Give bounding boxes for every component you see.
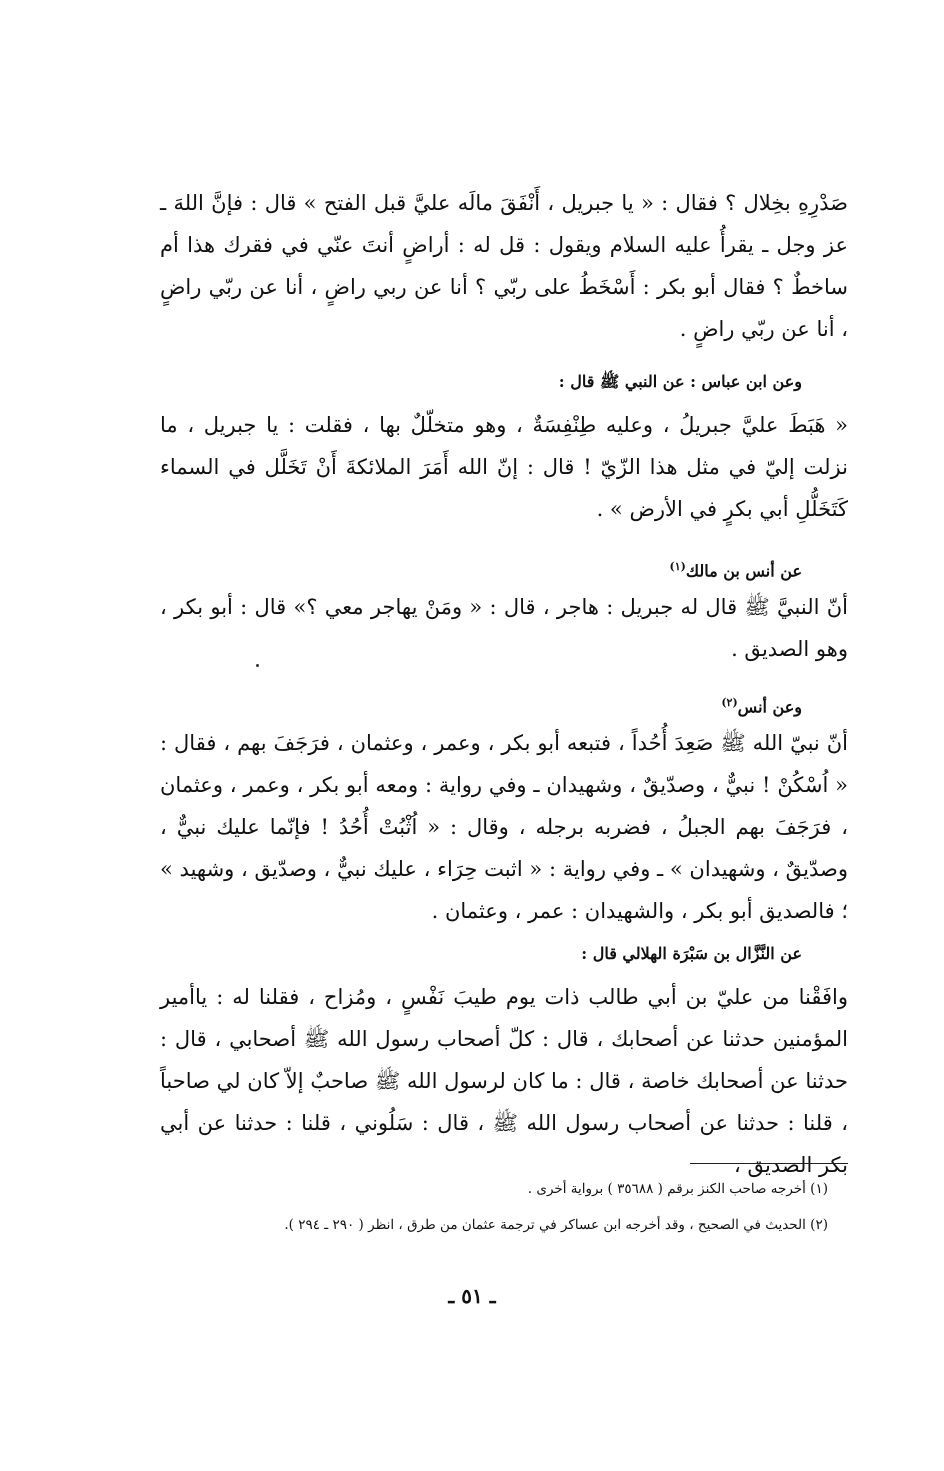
paragraph-text: أنّ النبيَّ ﷺ قال له جبريل : هاجر ، قال : « ومَنْ يهاجر معي ؟» قال : أبو بكر ، وهو الصديق . [160,595,848,661]
paragraph-ali-companions [160,976,848,1186]
print-speck [256,664,259,667]
heading-text: وعن أنس [737,697,802,717]
paragraph-text: وافَقْنا من عليّ بن أبي طالب ذات يوم طيبَ نَفْسٍ ، ومُزاح ، فقلنا له : ياأمير المؤمنين حدثنا عن أصحابك ، قال : كلّ أصحاب رسول الله ﷺ أصحابي ، قال : حدثنا عن أصحابك خاصة ، قال : ما كان لرسول الله ﷺ صاحبٌ إلاّ كان لي صاحباً ، قلنا : حدثنا عن أصحاب رسول الله ﷺ ، قال : سَلُوني ، قلنا : حدثنا عن أبي بكر الصديق ، [160,985,848,1177]
heading-text: عن أنس بن مالك [685,561,802,581]
paragraph-jibril-descended [160,404,848,530]
paragraph-text: « هَبَطَ عليَّ جبريلُ ، وعليه طِنْفِسَةٌ ، وهو متخلّلٌ بها ، فقلت : يا جبريل ، ما نزلت إليّ في مثل هذا الزّيّ ! قال : إنّ الله أَمَرَ الملائكةَ أَنْ تَخَلَّل في السماء كَتَخَلُّلِ أبي بكرٍ في الأرض » . [160,413,848,521]
paragraph-hadith-abu-bakr-ending [160,182,848,350]
section-heading [160,553,848,585]
footnote-1: (١) أخرجه صاحب الكنز برقم ( ٣٥٦٨٨ ) برواية أخرى . [527,1181,828,1197]
heading-anas-ibn-malik [160,553,848,585]
page-number: ـ ٥١ ـ [448,1284,496,1308]
heading-nazzal-ibn-sabra [160,940,848,968]
paragraph-text: أنّ نبيّ الله ﷺ صَعِدَ أُحُداً ، فتبعه أبو بكر ، وعمر ، وعثمان ، فرَجَفَ بهم ، فقال : « اُسْكُنْ ! نبيٌّ ، وصدّيقٌ ، وشهيدان ـ وفي رواية : ومعه أبو بكر ، وعمر ، وعثمان ، فرَجَفَ بهم الجبلُ ، فضربه برجله ، وقال : « اُثْبُتْ أُحُدُ ! فإنّما عليك نبيٌّ ، وصدّيقٌ ، وشهيدان » ـ وفي رواية : « اثبت حِرَاء ، عليك نبيٌّ ، وصدّيق ، وشهيد » ؛ فالصديق أبو بكر ، والشهيدان : عمر ، وعثمان . [160,731,848,923]
heading-ibn-abbas [160,368,848,396]
section-heading: عن النَّزَّال بن سَبْرَة الهلالي قال : [581,944,802,963]
paragraph-mount-uhud [160,722,848,932]
paragraph-text: صَدْرِهِ بخِلال ؟ فقال : « يا جبريل ، أَنْفَقَ مالَه عليَّ قبل الفتح » قال : فإنَّ اللهَ ـ عز وجل ـ يقرأُ عليه السلام ويقول : قل له : أراضٍ أنتَ عنّي في فقرك هذا أم ساخطٌ ؟ فقال أبو بكر : أَسْخَطُ على ربّي ؟ أنا عن ربي راضٍ ، أنا عن ربّي راضٍ ، أنا عن ربّي راضٍ . [160,191,848,341]
heading-anas [160,689,848,721]
footnote-ref-1: (١) [669,560,686,573]
footnote-ref-2: (٢) [721,696,738,709]
footnote-2: (٢) الحديث في الصحيح ، وقد أخرجه ابن عساكر في ترجمة عثمان من طرق ، انظر ( ٢٩٠ ـ ٢٩٤ ). [284,1217,828,1233]
paragraph-hijra-companion [160,586,848,670]
section-heading [160,689,848,721]
footnote-divider [690,1163,848,1164]
section-heading: وعن ابن عباس : عن النبي ﷺ قال : [558,372,802,391]
